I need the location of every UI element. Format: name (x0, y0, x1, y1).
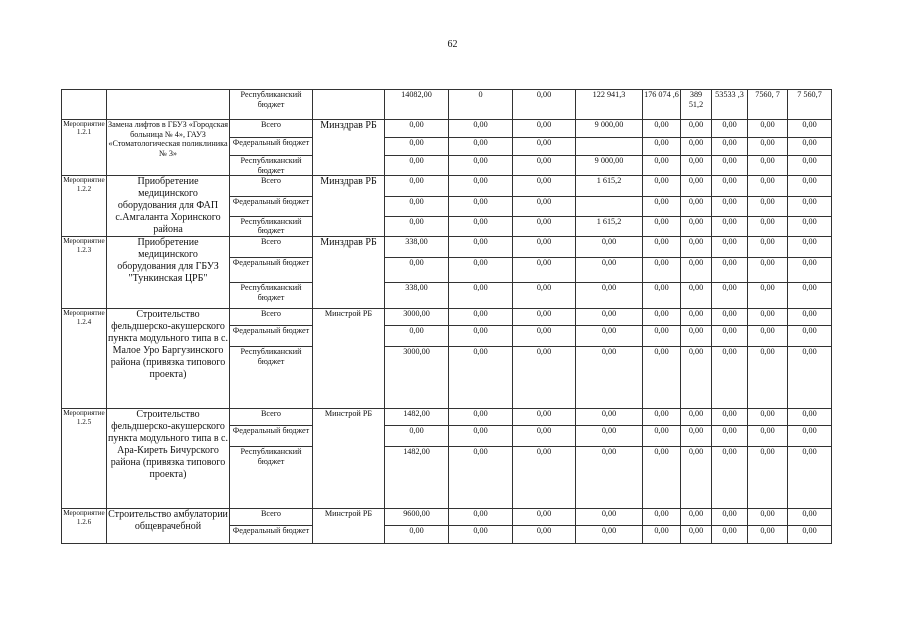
amount-cell: 0,00 (643, 138, 681, 156)
amount-cell: 0,00 (788, 347, 832, 409)
amount-cell: 0,00 (449, 258, 513, 283)
amount-cell: 0,00 (513, 120, 576, 138)
empty-cell (62, 90, 107, 120)
amount-cell: 389 51,2 (681, 90, 712, 120)
amount-cell: 0,00 (576, 447, 643, 509)
measure-code: Мероприятие 1.2.4 (62, 309, 107, 409)
amount-cell: 0,00 (449, 526, 513, 544)
amount-cell: 0,00 (712, 447, 748, 509)
amount-cell: 0,00 (449, 216, 513, 237)
responsible-agency: Минстрой РБ (313, 309, 385, 409)
funding-source: Республиканский бюджет (230, 216, 313, 237)
amount-cell: 0,00 (681, 216, 712, 237)
amount-cell: 14082,00 (385, 90, 449, 120)
amount-cell: 0,00 (385, 258, 449, 283)
amount-cell: 0,00 (449, 138, 513, 156)
amount-cell: 1 615,2 (576, 176, 643, 196)
table-row (62, 90, 832, 120)
amount-cell: 0,00 (748, 526, 788, 544)
amount-cell: 0,00 (712, 156, 748, 176)
amount-cell: 0,00 (681, 409, 712, 426)
measure-name: Строительство фельдшерско-акушерского пункта модульного типа в с. Ара-Киреть Бичурского района (привязка типового проекта) (107, 409, 230, 509)
amount-cell: 0,00 (681, 526, 712, 544)
amount-cell: 0,00 (788, 120, 832, 138)
amount-cell: 0,00 (748, 196, 788, 216)
measure-name: Строительство амбулатории общеврачебной (107, 509, 230, 544)
funding-source: Федеральный бюджет (230, 326, 313, 347)
amount-cell: 0,00 (681, 120, 712, 138)
amount-cell: 0,00 (712, 120, 748, 138)
amount-cell: 0,00 (748, 509, 788, 526)
funding-source: Республиканский бюджет (230, 90, 313, 120)
amount-cell: 7 560,7 (788, 90, 832, 120)
amount-cell: 0,00 (643, 176, 681, 196)
amount-cell: 0,00 (712, 326, 748, 347)
measure-name: Строительство фельдшерско-акушерского пункта модульного типа в с. Малое Уро Баргузинского района (привязка типового проекта) (107, 309, 230, 409)
amount-cell: 3000,00 (385, 347, 449, 409)
amount-cell: 0,00 (513, 237, 576, 258)
funding-source: Республиканский бюджет (230, 347, 313, 409)
amount-cell: 7560, 7 (748, 90, 788, 120)
amount-cell: 0,00 (513, 156, 576, 176)
amount-cell: 0,00 (712, 347, 748, 409)
amount-cell: 0,00 (748, 409, 788, 426)
amount-cell: 0,00 (513, 90, 576, 120)
amount-cell: 0,00 (385, 326, 449, 347)
amount-cell: 0,00 (576, 347, 643, 409)
amount-cell: 0,00 (513, 426, 576, 447)
amount-cell: 0,00 (748, 138, 788, 156)
measure-name: Приобретение медицинского оборудования для ГБУЗ "Тункинская ЦРБ" (107, 237, 230, 309)
table-row (62, 120, 832, 138)
funding-source: Всего (230, 509, 313, 526)
amount-cell: 53533 ,3 (712, 90, 748, 120)
table-row (62, 309, 832, 326)
funding-source: Федеральный бюджет (230, 258, 313, 283)
amount-cell: 0,00 (576, 326, 643, 347)
amount-cell: 1482,00 (385, 409, 449, 426)
amount-cell: 1482,00 (385, 447, 449, 509)
amount-cell: 0,00 (748, 326, 788, 347)
amount-cell: 0,00 (449, 237, 513, 258)
amount-cell: 0,00 (712, 283, 748, 309)
amount-cell: 0,00 (748, 237, 788, 258)
responsible-agency: Минздрав РБ (313, 237, 385, 309)
amount-cell: 0,00 (788, 283, 832, 309)
funding-source: Всего (230, 237, 313, 258)
responsible-agency: Минстрой РБ (313, 409, 385, 509)
amount-cell: 0,00 (576, 526, 643, 544)
funding-source: Республиканский бюджет (230, 283, 313, 309)
funding-source: Всего (230, 409, 313, 426)
amount-cell: 0,00 (681, 196, 712, 216)
amount-cell: 0,00 (513, 347, 576, 409)
amount-cell: 0,00 (681, 237, 712, 258)
amount-cell: 0,00 (788, 156, 832, 176)
table-row (62, 409, 832, 426)
amount-cell: 0,00 (643, 120, 681, 138)
amount-cell: 0,00 (643, 283, 681, 309)
funding-source: Федеральный бюджет (230, 196, 313, 216)
funding-source: Федеральный бюджет (230, 526, 313, 544)
amount-cell: 0,00 (788, 426, 832, 447)
measure-code: Мероприятие 1.2.6 (62, 509, 107, 544)
responsible-agency: Минстрой РБ (313, 509, 385, 544)
responsible-agency: Минздрав РБ (313, 120, 385, 176)
amount-cell: 0,00 (788, 409, 832, 426)
amount-cell: 0,00 (513, 216, 576, 237)
empty-cell (107, 90, 230, 120)
responsible-agency: Минздрав РБ (313, 176, 385, 237)
amount-cell: 0,00 (513, 196, 576, 216)
table-row (62, 176, 832, 196)
amount-cell: 0,00 (748, 283, 788, 309)
amount-cell: 0,00 (788, 176, 832, 196)
amount-cell: 0,00 (576, 509, 643, 526)
amount-cell: 0,00 (385, 120, 449, 138)
amount-cell: 0,00 (449, 509, 513, 526)
amount-cell: 0,00 (643, 309, 681, 326)
amount-cell: 0,00 (748, 120, 788, 138)
amount-cell: 0,00 (712, 237, 748, 258)
amount-cell: 0,00 (576, 237, 643, 258)
amount-cell: 0,00 (748, 156, 788, 176)
amount-cell: 0,00 (681, 309, 712, 326)
amount-cell: 0,00 (385, 526, 449, 544)
amount-cell: 0,00 (643, 526, 681, 544)
measure-code: Мероприятие 1.2.1 (62, 120, 107, 176)
amount-cell: 0,00 (385, 156, 449, 176)
amount-cell: 0,00 (449, 326, 513, 347)
amount-cell: 0,00 (513, 326, 576, 347)
amount-cell: 0,00 (576, 283, 643, 309)
amount-cell: 0,00 (576, 258, 643, 283)
amount-cell: 0,00 (681, 176, 712, 196)
amount-cell: 0,00 (681, 447, 712, 509)
amount-cell: 0,00 (385, 196, 449, 216)
amount-cell: 0,00 (643, 258, 681, 283)
amount-cell: 0,00 (748, 176, 788, 196)
amount-cell: 0,00 (788, 237, 832, 258)
amount-cell: 0,00 (643, 447, 681, 509)
amount-cell: 0,00 (449, 309, 513, 326)
amount-cell: 0,00 (449, 447, 513, 509)
amount-cell: 0,00 (681, 156, 712, 176)
amount-cell: 0,00 (576, 426, 643, 447)
amount-cell: 0,00 (449, 156, 513, 176)
measure-name: Замена лифтов в ГБУЗ «Городская больница № 4», ГАУЗ «Стоматологическая поликлиника № 3» (107, 120, 230, 176)
amount-cell: 0,00 (643, 347, 681, 409)
amount-cell: 0,00 (788, 447, 832, 509)
amount-cell (576, 138, 643, 156)
funding-source: Республиканский бюджет (230, 447, 313, 509)
amount-cell: 0,00 (681, 283, 712, 309)
measure-code: Мероприятие 1.2.3 (62, 237, 107, 309)
funding-source: Республиканский бюджет (230, 156, 313, 176)
page-number: 62 (447, 39, 458, 50)
amount-cell: 0,00 (788, 309, 832, 326)
amount-cell: 0,00 (712, 526, 748, 544)
amount-cell: 0,00 (449, 409, 513, 426)
amount-cell: 0,00 (712, 176, 748, 196)
measure-code: Мероприятие 1.2.5 (62, 409, 107, 509)
amount-cell: 0,00 (513, 447, 576, 509)
amount-cell: 0,00 (748, 426, 788, 447)
amount-cell: 0,00 (712, 258, 748, 283)
amount-cell: 0,00 (788, 326, 832, 347)
measure-name: Приобретение медицинского оборудования для ФАП с.Амгаланта Хоринского района (107, 176, 230, 237)
amount-cell: 0,00 (513, 258, 576, 283)
amount-cell: 0,00 (643, 156, 681, 176)
amount-cell: 0,00 (449, 347, 513, 409)
amount-cell: 0,00 (788, 258, 832, 283)
amount-cell: 9600,00 (385, 509, 449, 526)
amount-cell: 0,00 (681, 426, 712, 447)
amount-cell: 0,00 (576, 309, 643, 326)
amount-cell: 0,00 (513, 138, 576, 156)
amount-cell: 0,00 (643, 326, 681, 347)
amount-cell: 338,00 (385, 283, 449, 309)
measure-code: Мероприятие 1.2.2 (62, 176, 107, 237)
amount-cell: 0,00 (712, 196, 748, 216)
amount-cell: 0,00 (643, 237, 681, 258)
funding-source: Всего (230, 120, 313, 138)
amount-cell: 0 (449, 90, 513, 120)
funding-source: Всего (230, 176, 313, 196)
amount-cell: 0,00 (513, 526, 576, 544)
amount-cell (576, 196, 643, 216)
amount-cell: 0,00 (449, 283, 513, 309)
amount-cell: 0,00 (643, 196, 681, 216)
amount-cell: 0,00 (712, 509, 748, 526)
amount-cell: 0,00 (712, 426, 748, 447)
funding-source: Всего (230, 309, 313, 326)
empty-cell (313, 90, 385, 120)
amount-cell: 0,00 (385, 216, 449, 237)
budget-table (61, 89, 832, 544)
amount-cell: 9 000,00 (576, 120, 643, 138)
amount-cell: 0,00 (513, 309, 576, 326)
amount-cell: 0,00 (449, 196, 513, 216)
amount-cell: 0,00 (576, 409, 643, 426)
funding-source: Федеральный бюджет (230, 426, 313, 447)
amount-cell: 0,00 (681, 258, 712, 283)
amount-cell: 0,00 (712, 409, 748, 426)
amount-cell: 0,00 (513, 283, 576, 309)
amount-cell: 0,00 (788, 526, 832, 544)
amount-cell: 0,00 (449, 426, 513, 447)
amount-cell: 1 615,2 (576, 216, 643, 237)
amount-cell: 0,00 (748, 309, 788, 326)
table-row (62, 237, 832, 258)
amount-cell: 0,00 (681, 326, 712, 347)
amount-cell: 0,00 (643, 426, 681, 447)
amount-cell: 0,00 (643, 216, 681, 237)
amount-cell: 122 941,3 (576, 90, 643, 120)
amount-cell: 0,00 (449, 176, 513, 196)
amount-cell: 0,00 (681, 138, 712, 156)
amount-cell: 9 000,00 (576, 156, 643, 176)
amount-cell: 0,00 (385, 138, 449, 156)
amount-cell: 0,00 (748, 347, 788, 409)
table-row (62, 509, 832, 526)
amount-cell: 0,00 (788, 216, 832, 237)
amount-cell: 0,00 (449, 120, 513, 138)
amount-cell: 0,00 (788, 509, 832, 526)
amount-cell: 0,00 (788, 138, 832, 156)
funding-source: Федеральный бюджет (230, 138, 313, 156)
amount-cell: 176 074 ,6 (643, 90, 681, 120)
amount-cell: 0,00 (385, 176, 449, 196)
amount-cell: 0,00 (643, 509, 681, 526)
amount-cell: 0,00 (712, 309, 748, 326)
amount-cell: 0,00 (681, 509, 712, 526)
amount-cell: 0,00 (712, 216, 748, 237)
amount-cell: 3000,00 (385, 309, 449, 326)
amount-cell: 0,00 (748, 258, 788, 283)
amount-cell: 0,00 (513, 509, 576, 526)
amount-cell: 0,00 (748, 447, 788, 509)
amount-cell: 0,00 (513, 409, 576, 426)
amount-cell: 338,00 (385, 237, 449, 258)
amount-cell: 0,00 (712, 138, 748, 156)
amount-cell: 0,00 (643, 409, 681, 426)
amount-cell: 0,00 (513, 176, 576, 196)
amount-cell: 0,00 (788, 196, 832, 216)
amount-cell: 0,00 (385, 426, 449, 447)
amount-cell: 0,00 (681, 347, 712, 409)
amount-cell: 0,00 (748, 216, 788, 237)
